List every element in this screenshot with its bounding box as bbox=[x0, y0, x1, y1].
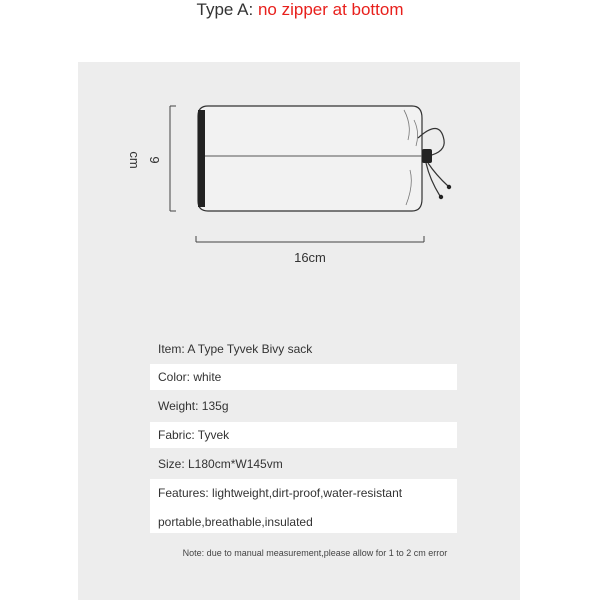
stuff-sack-diagram bbox=[0, 0, 600, 280]
spec-features bbox=[150, 479, 457, 533]
height-label: 9 cm bbox=[127, 151, 162, 169]
title-prefix: Type A: bbox=[196, 0, 258, 19]
spec-weight: Weight: 135g bbox=[158, 399, 229, 413]
width-label: 16cm bbox=[294, 250, 326, 265]
drawstring-toggle bbox=[418, 128, 451, 199]
spec-features-line2: portable,breathable,insulated bbox=[158, 515, 313, 529]
measurement-note: Note: due to manual measurement,please allow for 1 to 2 cm error bbox=[182, 548, 448, 558]
spec-features-line1: Features: lightweight,dirt-proof,water-resistant bbox=[158, 486, 403, 500]
width-dimension-line bbox=[196, 236, 424, 242]
height-dimension-line bbox=[170, 106, 176, 211]
spec-item: Item: A Type Tyvek Bivy sack bbox=[158, 342, 313, 356]
spec-color: Color: white bbox=[150, 364, 457, 390]
title-highlight: no zipper at bottom bbox=[257, 0, 404, 19]
sack-body bbox=[198, 106, 422, 211]
spec-size: Size: L180cm*W145vm bbox=[158, 457, 283, 471]
spec-fabric: Fabric: Tyvek bbox=[150, 422, 457, 448]
